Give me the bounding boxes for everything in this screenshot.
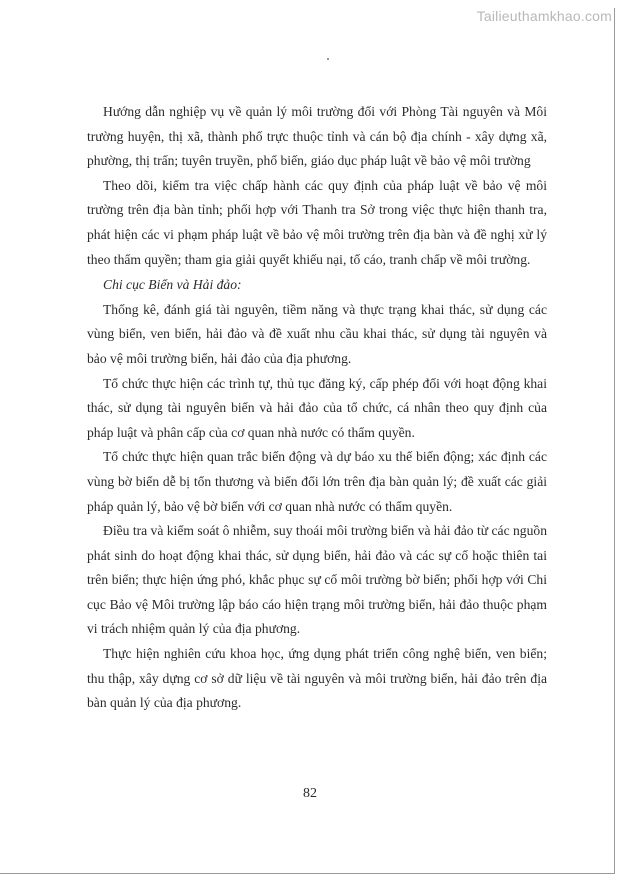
paragraph: Theo dõi, kiểm tra việc chấp hành các quy định của pháp luật về bảo vệ môi trường trên địa bàn tỉnh; phối hợp với Thanh tra Sở trong việc thực hiện thanh tra, phát hiện các vi phạm pháp luật về bảo vệ môi trường trên địa bàn và đề nghị xử lý theo thẩm quyền; tham gia giải quyết khiếu nại, tố cáo, tranh chấp về môi trường. <box>87 177 547 267</box>
scan-speck <box>327 58 329 60</box>
paragraph: Thống kê, đánh giá tài nguyên, tiềm năng và thực trạng khai thác, sử dụng các vùng biển, ven biển, hải đảo và đề xuất nhu cầu khai thác, sử dụng tài nguyên và bảo vệ môi trường biển, hải đảo của địa phương. <box>87 301 547 366</box>
page-number: 82 <box>303 786 317 801</box>
section-heading: Chi cục Biển và Hải đảo: <box>103 277 242 293</box>
body-text <box>87 100 547 716</box>
paragraph: Tổ chức thực hiện các trình tự, thủ tục đăng ký, cấp phép đối với hoạt động khai thác, sử dụng tài nguyên biển và hải đảo của tổ chức, cá nhân theo quy định của pháp luật và phân cấp của cơ quan nhà nước có thẩm quyền. <box>87 375 547 440</box>
paragraph: Thực hiện nghiên cứu khoa học, ứng dụng phát triển công nghệ biển, ven biển; thu thập, xây dựng cơ sở dữ liệu về tài nguyên và môi trường biển, hải đảo trên địa bàn quản lý của địa phương. <box>87 646 547 711</box>
paragraph: Tổ chức thực hiện quan trắc biến động và dự báo xu thế biến động; xác định các vùng bờ biển dễ bị tổn thương và biến đổi lớn trên địa bàn quản lý; đề xuất các giải pháp quản lý, bảo vệ bờ biển với cơ quan nhà nước có thẩm quyền. <box>87 449 547 514</box>
paragraph: Điều tra và kiểm soát ô nhiễm, suy thoái môi trường biển và hải đảo từ các nguồn phát sinh do hoạt động khai thác, sử dụng biển, hải đảo và các sự cố hoặc thiên tai trên biển; thực hiện ứng phó, khắc phục sự cố môi trường bờ biển; phối hợp với Chi cục Bảo vệ Môi trường lập báo cáo hiện trạng môi trường biển, hải đảo thuộc phạm vi trách nhiệm quản lý của địa phương. <box>87 523 547 637</box>
paragraph: Hướng dẫn nghiệp vụ về quản lý môi trường đối với Phòng Tài nguyên và Môi trường huyện, thị xã, thành phố trực thuộc tỉnh và cán bộ địa chính - xây dựng xã, phường, thị trấn; tuyên truyền, phổ biến, giáo dục pháp luật về bảo vệ môi trường <box>87 104 547 169</box>
watermark: Tailieuthamkhao.com <box>476 8 612 24</box>
